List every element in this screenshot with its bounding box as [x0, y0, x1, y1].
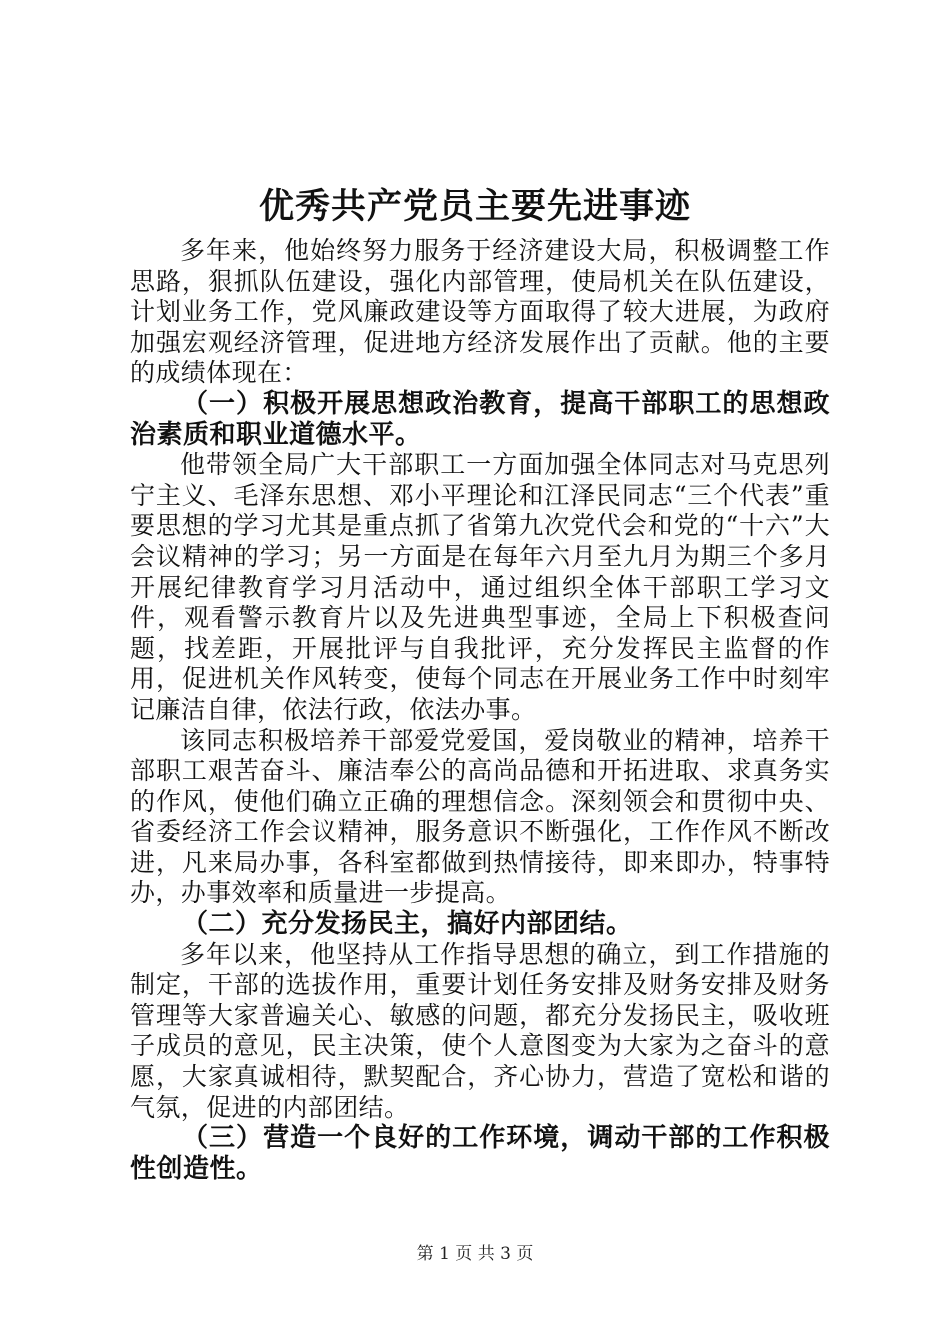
page-number-footer: 第 1 页 共 3 页 — [416, 1244, 534, 1264]
paragraph-section-1-a: 他带领全局广大干部职工一方面加强全体同志对马克思列宁主义、毛泽东思想、邓小平理论和江泽民同志“三个代表”重要思想的学习尤其是重点抓了省第九次党代会和党的“十六”大会议精神的学习；另一方面是在每年六月至九月为期三个多月开展纪律教育学习月活动中，通过组织全体干部职工学习文件，观看警示教育片以及先进典型事迹，全局上下积极查问题，找差距，开展批评与自我批评，充分发挥民主监督的作用，促进机关作风转变，使每个同志在开展业务工作中时刻牢记廉洁自律，依法行政，依法办事。 — [130, 450, 830, 724]
paragraph-intro: 多年来，他始终努力服务于经济建设大局，积极调整工作思路，狠抓队伍建设，强化内部管理，使局机关在队伍建设，计划业务工作，党风廉政建设等方面取得了较大进展，为政府加强宏观经济管理，促进地方经济发展作出了贡献。他的主要的成绩体现在： — [130, 236, 830, 388]
paragraph-section-2: 多年以来，他坚持从工作指导思想的确立，到工作措施的制定，干部的选拔作用，重要计划任务安排及财务安排及财务管理等大家普遍关心、敏感的问题，都充分发扬民主，吸收班子成员的意见，民主决策，使个人意图变为大家为之奋斗的意愿，大家真诚相待，默契配合，齐心协力，营造了宽松和谐的气氛，促进的内部团结。 — [130, 939, 830, 1122]
document-body — [130, 236, 830, 1184]
document-title: 优秀共产党员主要先进事迹 — [258, 186, 691, 227]
section-heading-3: （三）营造一个良好的工作环境，调动干部的工作积极性创造性。 — [130, 1123, 830, 1184]
section-heading-1: （一）积极开展思想政治教育，提高干部职工的思想政治素质和职业道德水平。 — [130, 388, 830, 450]
section-heading-2: （二）充分发扬民主，搞好内部团结。 — [182, 909, 633, 940]
paragraph-section-1-b: 该同志积极培养干部爱党爱国，爱岗敬业的精神，培养干部职工艰苦奋斗、廉洁奉公的高尚品德和开拓进取、求真务实的作风，使他们确立正确的理想信念。深刻领会和贯彻中央、省委经济工作会议精神，服务意识不断强化，工作作风不断改进，凡来局办事，各科室都做到热情接待，即来即办，特事特办，办事效率和质量进一步提高。 — [130, 725, 830, 908]
